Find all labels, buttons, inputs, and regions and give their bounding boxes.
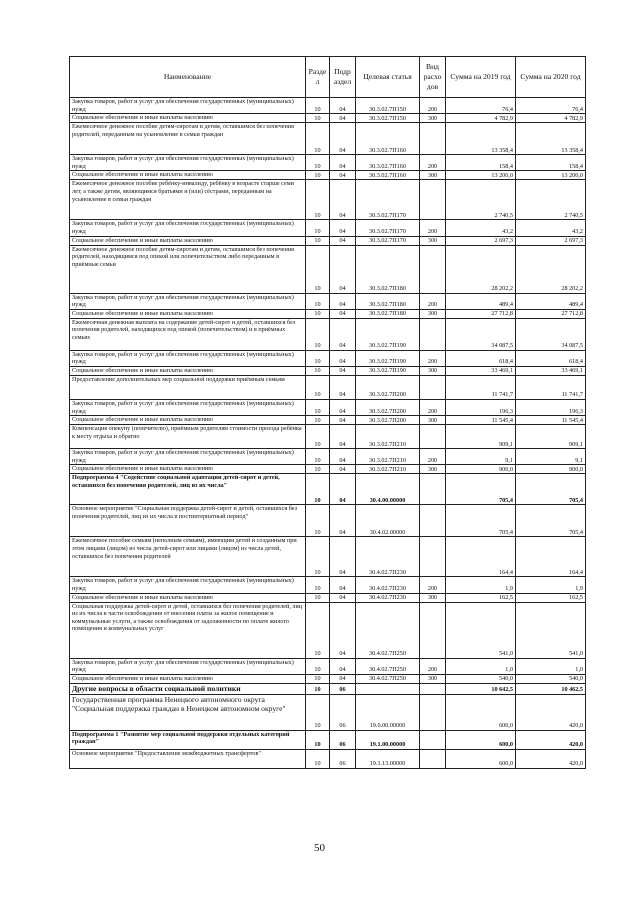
cell-section: 10 bbox=[306, 350, 330, 366]
cell-subsection: 04 bbox=[330, 674, 356, 683]
cell-sum-2019: 11 545,4 bbox=[446, 416, 516, 425]
cell-sum-2019: 2 740,5 bbox=[446, 180, 516, 220]
cell-expense-type: 300 bbox=[420, 465, 446, 474]
cell-target-article: 19.1.13.00000 bbox=[356, 749, 420, 768]
cell-expense-type: 300 bbox=[420, 236, 446, 245]
cell-sum-2020: 9,1 bbox=[516, 449, 586, 465]
cell-sum-2020: 540,0 bbox=[516, 674, 586, 683]
cell-target-article: 30.3.02.7П180 bbox=[356, 245, 420, 293]
cell-subsection: 04 bbox=[330, 577, 356, 593]
cell-section: 10 bbox=[306, 416, 330, 425]
cell-section: 10 bbox=[306, 505, 330, 537]
cell-name: Закупка товаров, работ и услуг для обеспечения государственных (муниципальных) нужд bbox=[70, 449, 306, 465]
cell-sum-2020: 158,4 bbox=[516, 155, 586, 171]
cell-name: Социальное обеспечение и иные выплаты населению bbox=[70, 416, 306, 425]
cell-name: Ежемесячное денежное пособие детям-сиротам и детям, оставшимся без попечения родителей, находящимся под опекой или попечительством либо переданным в приёмные семьи bbox=[70, 245, 306, 293]
cell-section: 10 bbox=[306, 425, 330, 449]
cell-target-article: 30.3.02.7П200 bbox=[356, 416, 420, 425]
cell-expense-type: 200 bbox=[420, 293, 446, 309]
cell-subsection: 04 bbox=[330, 375, 356, 399]
cell-sum-2020: 420,0 bbox=[516, 749, 586, 768]
table-header-row bbox=[70, 57, 586, 98]
table-row bbox=[70, 537, 586, 577]
cell-section: 10 bbox=[306, 537, 330, 577]
cell-section: 10 bbox=[306, 683, 330, 694]
cell-section: 10 bbox=[306, 694, 330, 730]
cell-expense-type: 200 bbox=[420, 399, 446, 415]
cell-subsection: 04 bbox=[330, 180, 356, 220]
cell-expense-type: 200 bbox=[420, 577, 446, 593]
cell-target-article: 30.4.02.7П230 bbox=[356, 537, 420, 577]
cell-name: Государственная программа Ненецкого автономного округа "Социальная поддержка граждан в Ненецком автономном округе" bbox=[70, 694, 306, 730]
cell-sum-2019: 705,4 bbox=[446, 505, 516, 537]
table-row bbox=[70, 730, 586, 749]
cell-expense-type: 300 bbox=[420, 593, 446, 602]
cell-sum-2019: 600,0 bbox=[446, 749, 516, 768]
cell-target-article: 30.3.02.7П190 bbox=[356, 350, 420, 366]
cell-sum-2020: 34 087,5 bbox=[516, 318, 586, 350]
cell-subsection: 06 bbox=[330, 683, 356, 694]
cell-expense-type: 200 bbox=[420, 350, 446, 366]
cell-target-article: 30.4.00.00000 bbox=[356, 474, 420, 505]
cell-sum-2020: 705,4 bbox=[516, 505, 586, 537]
cell-target-article: 30.3.02.7П200 bbox=[356, 399, 420, 415]
cell-name: Социальное обеспечение и иные выплаты населению bbox=[70, 465, 306, 474]
cell-subsection: 04 bbox=[330, 593, 356, 602]
cell-sum-2020: 196,3 bbox=[516, 399, 586, 415]
cell-expense-type: 200 bbox=[420, 449, 446, 465]
cell-section: 10 bbox=[306, 749, 330, 768]
table-row bbox=[70, 220, 586, 236]
cell-sum-2020: 11 545,4 bbox=[516, 416, 586, 425]
cell-expense-type bbox=[420, 683, 446, 694]
cell-sum-2019: 13 200,0 bbox=[446, 171, 516, 180]
cell-name: Основное мероприятие "Предоставление межбюджетных трансфертов" bbox=[70, 749, 306, 768]
cell-expense-type bbox=[420, 537, 446, 577]
cell-sum-2020: 420,0 bbox=[516, 730, 586, 749]
cell-subsection: 04 bbox=[330, 245, 356, 293]
cell-section: 10 bbox=[306, 674, 330, 683]
cell-sum-2020: 28 202,2 bbox=[516, 245, 586, 293]
cell-expense-type: 300 bbox=[420, 171, 446, 180]
header-target-article: Целевая статья bbox=[356, 57, 420, 98]
cell-sum-2019: 158,4 bbox=[446, 155, 516, 171]
cell-section: 10 bbox=[306, 474, 330, 505]
table-row bbox=[70, 375, 586, 399]
table-row bbox=[70, 505, 586, 537]
table-row bbox=[70, 425, 586, 449]
table-row bbox=[70, 155, 586, 171]
table-row bbox=[70, 123, 586, 155]
cell-section: 10 bbox=[306, 465, 330, 474]
cell-expense-type: 300 bbox=[420, 674, 446, 683]
header-subsection: Подр аздел bbox=[330, 57, 356, 98]
page-number: 50 bbox=[314, 842, 325, 854]
cell-expense-type: 300 bbox=[420, 416, 446, 425]
table-row bbox=[70, 416, 586, 425]
cell-expense-type: 300 bbox=[420, 114, 446, 123]
header-sum-2019: Сумма на 2019 год bbox=[446, 57, 516, 98]
cell-expense-type: 300 bbox=[420, 366, 446, 375]
cell-name: Закупка товаров, работ и услуг для обеспечения государственных (муниципальных) нужд bbox=[70, 293, 306, 309]
cell-expense-type: 300 bbox=[420, 309, 446, 318]
cell-subsection: 06 bbox=[330, 730, 356, 749]
table-body bbox=[70, 98, 586, 769]
cell-sum-2019: 11 741,7 bbox=[446, 375, 516, 399]
cell-expense-type: 200 bbox=[420, 220, 446, 236]
cell-target-article: 30.4.02.7П250 bbox=[356, 658, 420, 674]
table-row bbox=[70, 98, 586, 114]
cell-expense-type: 200 bbox=[420, 98, 446, 114]
table-row bbox=[70, 366, 586, 375]
cell-name: Предоставление дополнительных мер социальной поддержки приёмным семьям bbox=[70, 375, 306, 399]
cell-target-article: 30.3.02.7П160 bbox=[356, 155, 420, 171]
cell-section: 10 bbox=[306, 245, 330, 293]
cell-sum-2019: 33 469,1 bbox=[446, 366, 516, 375]
table-row bbox=[70, 245, 586, 293]
cell-sum-2019: 1,0 bbox=[446, 658, 516, 674]
cell-section: 10 bbox=[306, 220, 330, 236]
cell-target-article: 30.3.02.7П210 bbox=[356, 425, 420, 449]
table-row bbox=[70, 236, 586, 245]
cell-target-article: 19.0.00.00000 bbox=[356, 694, 420, 730]
cell-sum-2020: 705,4 bbox=[516, 474, 586, 505]
cell-subsection: 04 bbox=[330, 465, 356, 474]
cell-sum-2019: 600,0 bbox=[446, 694, 516, 730]
cell-sum-2020: 900,0 bbox=[516, 465, 586, 474]
cell-name: Закупка товаров, работ и услуг для обеспечения государственных (муниципальных) нужд bbox=[70, 155, 306, 171]
table-row bbox=[70, 180, 586, 220]
cell-section: 10 bbox=[306, 114, 330, 123]
table-row bbox=[70, 350, 586, 366]
table-row bbox=[70, 694, 586, 730]
cell-name: Закупка товаров, работ и услуг для обеспечения государственных (муниципальных) нужд bbox=[70, 220, 306, 236]
cell-name: Социальное обеспечение и иные выплаты населению bbox=[70, 171, 306, 180]
budget-table-sheet bbox=[69, 56, 585, 769]
cell-sum-2020: 164,4 bbox=[516, 537, 586, 577]
cell-name: Закупка товаров, работ и услуг для обеспечения государственных (муниципальных) нужд bbox=[70, 577, 306, 593]
cell-subsection: 04 bbox=[330, 366, 356, 375]
cell-subsection: 04 bbox=[330, 474, 356, 505]
table-row bbox=[70, 309, 586, 318]
cell-name: Социальное обеспечение и иные выплаты населению bbox=[70, 366, 306, 375]
cell-subsection: 04 bbox=[330, 416, 356, 425]
cell-expense-type bbox=[420, 474, 446, 505]
cell-sum-2020: 162,5 bbox=[516, 593, 586, 602]
cell-name: Социальное обеспечение и иные выплаты населению bbox=[70, 236, 306, 245]
cell-subsection: 04 bbox=[330, 309, 356, 318]
cell-sum-2020: 76,4 bbox=[516, 98, 586, 114]
cell-expense-type bbox=[420, 602, 446, 658]
cell-sum-2019: 162,5 bbox=[446, 593, 516, 602]
cell-subsection: 04 bbox=[330, 171, 356, 180]
cell-name: Закупка товаров, работ и услуг для обеспечения государственных (муниципальных) нужд bbox=[70, 399, 306, 415]
cell-sum-2019: 9,1 bbox=[446, 449, 516, 465]
cell-expense-type: 200 bbox=[420, 658, 446, 674]
cell-sum-2019: 34 087,5 bbox=[446, 318, 516, 350]
table-row bbox=[70, 318, 586, 350]
table-row bbox=[70, 114, 586, 123]
table-row bbox=[70, 749, 586, 768]
cell-sum-2019: 13 358,4 bbox=[446, 123, 516, 155]
cell-sum-2019: 10 642,5 bbox=[446, 683, 516, 694]
cell-name: Ежемесячное пособие семьям (неполным семьям), имеющим детей и созданным при этом лицами (лицом) из числа детей-сирот или лицами (лицом) из числа детей, оставшихся без попечения родителей bbox=[70, 537, 306, 577]
cell-sum-2020: 33 469,1 bbox=[516, 366, 586, 375]
cell-sum-2020: 11 741,7 bbox=[516, 375, 586, 399]
cell-name: Ежемесячная денежная выплата на содержание детей-сирот и детей, оставшихся без попечения родителей, находящихся под опекой (попечительством) и в приёмных семьях bbox=[70, 318, 306, 350]
cell-target-article: 30.3.02.7П160 bbox=[356, 123, 420, 155]
table-row bbox=[70, 602, 586, 658]
cell-name: Подпрограмма 4 "Содействие социальной адаптации детей-сирот и детей, оставшихся без попечения родителей, лиц из их числа" bbox=[70, 474, 306, 505]
header-name: Наименование bbox=[70, 57, 306, 98]
cell-subsection: 04 bbox=[330, 220, 356, 236]
cell-sum-2020: 43,2 bbox=[516, 220, 586, 236]
cell-subsection: 04 bbox=[330, 293, 356, 309]
table-row bbox=[70, 577, 586, 593]
cell-section: 10 bbox=[306, 375, 330, 399]
cell-expense-type: 200 bbox=[420, 155, 446, 171]
cell-sum-2020: 10 462,5 bbox=[516, 683, 586, 694]
cell-sum-2020: 4 782,9 bbox=[516, 114, 586, 123]
cell-sum-2020: 541,0 bbox=[516, 602, 586, 658]
cell-target-article: 30.4.02.00000 bbox=[356, 505, 420, 537]
cell-subsection: 04 bbox=[330, 658, 356, 674]
cell-section: 10 bbox=[306, 602, 330, 658]
cell-expense-type bbox=[420, 749, 446, 768]
table-row bbox=[70, 593, 586, 602]
cell-target-article: 30.3.02.7П170 bbox=[356, 236, 420, 245]
cell-name: Социальное обеспечение и иные выплаты населению bbox=[70, 114, 306, 123]
cell-expense-type bbox=[420, 180, 446, 220]
cell-target-article: 19.1.00.00000 bbox=[356, 730, 420, 749]
cell-target-article: 30.3.02.7П150 bbox=[356, 98, 420, 114]
cell-expense-type bbox=[420, 123, 446, 155]
table-row bbox=[70, 474, 586, 505]
cell-expense-type bbox=[420, 730, 446, 749]
cell-target-article: 30.3.02.7П180 bbox=[356, 293, 420, 309]
cell-sum-2020: 618,4 bbox=[516, 350, 586, 366]
cell-subsection: 04 bbox=[330, 318, 356, 350]
cell-expense-type bbox=[420, 425, 446, 449]
cell-target-article: 30.3.02.7П170 bbox=[356, 220, 420, 236]
cell-sum-2020: 13 200,0 bbox=[516, 171, 586, 180]
cell-expense-type bbox=[420, 505, 446, 537]
cell-subsection: 06 bbox=[330, 694, 356, 730]
cell-target-article: 30.4.02.7П250 bbox=[356, 602, 420, 658]
cell-subsection: 04 bbox=[330, 425, 356, 449]
cell-sum-2019: 909,1 bbox=[446, 425, 516, 449]
cell-section: 10 bbox=[306, 98, 330, 114]
cell-name: Социальное обеспечение и иные выплаты населению bbox=[70, 593, 306, 602]
table-row bbox=[70, 674, 586, 683]
cell-section: 10 bbox=[306, 399, 330, 415]
cell-sum-2020: 489,4 bbox=[516, 293, 586, 309]
cell-expense-type bbox=[420, 318, 446, 350]
cell-subsection: 04 bbox=[330, 98, 356, 114]
cell-target-article: 30.3.02.7П200 bbox=[356, 375, 420, 399]
cell-sum-2019: 900,0 bbox=[446, 465, 516, 474]
cell-name: Социальная поддержка детей-сирот и детей, оставшихся без попечения родителей, лиц из их числа в части освобождения от внесения платы за жилое помещение и коммунальные услуги, а также освобождения от задолженности по оплате жилого помещения и коммунальных услуг bbox=[70, 602, 306, 658]
table-row bbox=[70, 449, 586, 465]
table-row bbox=[70, 171, 586, 180]
cell-name: Закупка товаров, работ и услуг для обеспечения государственных (муниципальных) нужд bbox=[70, 658, 306, 674]
cell-sum-2020: 27 712,8 bbox=[516, 309, 586, 318]
table-row bbox=[70, 293, 586, 309]
cell-section: 10 bbox=[306, 318, 330, 350]
cell-sum-2019: 489,4 bbox=[446, 293, 516, 309]
cell-target-article: 30.3.02.7П190 bbox=[356, 318, 420, 350]
cell-sum-2020: 1,0 bbox=[516, 658, 586, 674]
cell-sum-2019: 705,4 bbox=[446, 474, 516, 505]
cell-target-article: 30.3.02.7П180 bbox=[356, 309, 420, 318]
cell-subsection: 04 bbox=[330, 123, 356, 155]
cell-section: 10 bbox=[306, 366, 330, 375]
cell-subsection: 04 bbox=[330, 350, 356, 366]
cell-sum-2020: 909,1 bbox=[516, 425, 586, 449]
cell-target-article: 30.3.02.7П210 bbox=[356, 465, 420, 474]
cell-target-article: 30.4.02.7П230 bbox=[356, 593, 420, 602]
cell-section: 10 bbox=[306, 309, 330, 318]
header-section: Разде л bbox=[306, 57, 330, 98]
cell-target-article: 30.3.02.7П170 bbox=[356, 180, 420, 220]
cell-target-article: 30.4.02.7П250 bbox=[356, 674, 420, 683]
cell-name: Ежемесячное денежное пособие ребёнку-инвалиду, ребёнку в возрасте старше семи лет, а также детям, являющимся братьями и (или) сёстрами, переданным на усыновление в семьи граждан bbox=[70, 180, 306, 220]
cell-section: 10 bbox=[306, 236, 330, 245]
cell-name: Социальное обеспечение и иные выплаты населению bbox=[70, 309, 306, 318]
cell-expense-type bbox=[420, 694, 446, 730]
cell-sum-2020: 1,9 bbox=[516, 577, 586, 593]
cell-subsection: 04 bbox=[330, 449, 356, 465]
cell-subsection: 04 bbox=[330, 399, 356, 415]
cell-sum-2019: 2 697,3 bbox=[446, 236, 516, 245]
cell-section: 10 bbox=[306, 449, 330, 465]
cell-sum-2019: 541,0 bbox=[446, 602, 516, 658]
table-row bbox=[70, 465, 586, 474]
cell-sum-2019: 27 712,8 bbox=[446, 309, 516, 318]
cell-name: Компенсация опекуну (попечителю), приёмным родителям стоимости проезда ребёнка к месту отдыха и обратно bbox=[70, 425, 306, 449]
cell-sum-2019: 76,4 bbox=[446, 98, 516, 114]
cell-sum-2019: 43,2 bbox=[446, 220, 516, 236]
cell-subsection: 04 bbox=[330, 155, 356, 171]
header-expense-type: Вид расхо дов bbox=[420, 57, 446, 98]
cell-target-article: 30.3.02.7П210 bbox=[356, 449, 420, 465]
cell-subsection: 04 bbox=[330, 114, 356, 123]
cell-name: Другие вопросы в области социальной политики bbox=[70, 683, 306, 694]
cell-target-article bbox=[356, 683, 420, 694]
cell-section: 10 bbox=[306, 293, 330, 309]
cell-sum-2019: 600,0 bbox=[446, 730, 516, 749]
cell-sum-2019: 540,0 bbox=[446, 674, 516, 683]
cell-name: Закупка товаров, работ и услуг для обеспечения государственных (муниципальных) нужд bbox=[70, 350, 306, 366]
cell-sum-2020: 2 740,5 bbox=[516, 180, 586, 220]
cell-name: Подпрограмма 1 "Развитие мер социальной поддержки отдельных категорий граждан" bbox=[70, 730, 306, 749]
cell-section: 10 bbox=[306, 577, 330, 593]
cell-section: 10 bbox=[306, 593, 330, 602]
cell-section: 10 bbox=[306, 658, 330, 674]
cell-name: Основное мероприятие "Социальная поддержка детей-сирот и детей, оставшихся без попечения родителей, лиц из их числа в постинтернатный период" bbox=[70, 505, 306, 537]
cell-target-article: 30.3.02.7П160 bbox=[356, 171, 420, 180]
table-row bbox=[70, 658, 586, 674]
budget-table bbox=[69, 56, 586, 769]
cell-section: 10 bbox=[306, 123, 330, 155]
cell-sum-2019: 1,9 bbox=[446, 577, 516, 593]
table-row bbox=[70, 399, 586, 415]
cell-section: 10 bbox=[306, 730, 330, 749]
cell-sum-2019: 196,3 bbox=[446, 399, 516, 415]
cell-section: 10 bbox=[306, 171, 330, 180]
cell-target-article: 30.3.02.7П190 bbox=[356, 366, 420, 375]
cell-subsection: 04 bbox=[330, 236, 356, 245]
cell-sum-2019: 28 202,2 bbox=[446, 245, 516, 293]
cell-name: Закупка товаров, работ и услуг для обеспечения государственных (муниципальных) нужд bbox=[70, 98, 306, 114]
cell-expense-type bbox=[420, 375, 446, 399]
table-row bbox=[70, 683, 586, 694]
cell-sum-2019: 4 782,9 bbox=[446, 114, 516, 123]
cell-name: Социальное обеспечение и иные выплаты населению bbox=[70, 674, 306, 683]
cell-sum-2019: 164,4 bbox=[446, 537, 516, 577]
cell-subsection: 04 bbox=[330, 602, 356, 658]
cell-sum-2019: 618,4 bbox=[446, 350, 516, 366]
cell-target-article: 30.3.02.7П150 bbox=[356, 114, 420, 123]
cell-sum-2020: 2 697,3 bbox=[516, 236, 586, 245]
cell-subsection: 04 bbox=[330, 537, 356, 577]
cell-sum-2020: 420,0 bbox=[516, 694, 586, 730]
cell-subsection: 04 bbox=[330, 505, 356, 537]
cell-expense-type bbox=[420, 245, 446, 293]
cell-sum-2020: 13 358,4 bbox=[516, 123, 586, 155]
cell-section: 10 bbox=[306, 155, 330, 171]
cell-section: 10 bbox=[306, 180, 330, 220]
header-sum-2020: Сумма на 2020 год bbox=[516, 57, 586, 98]
cell-target-article: 30.4.02.7П230 bbox=[356, 577, 420, 593]
cell-name: Ежемесячное денежное пособие детям-сиротам и детям, оставшимся без попечения родителей, переданным на усыновление в семьи граждан bbox=[70, 123, 306, 155]
cell-subsection: 06 bbox=[330, 749, 356, 768]
